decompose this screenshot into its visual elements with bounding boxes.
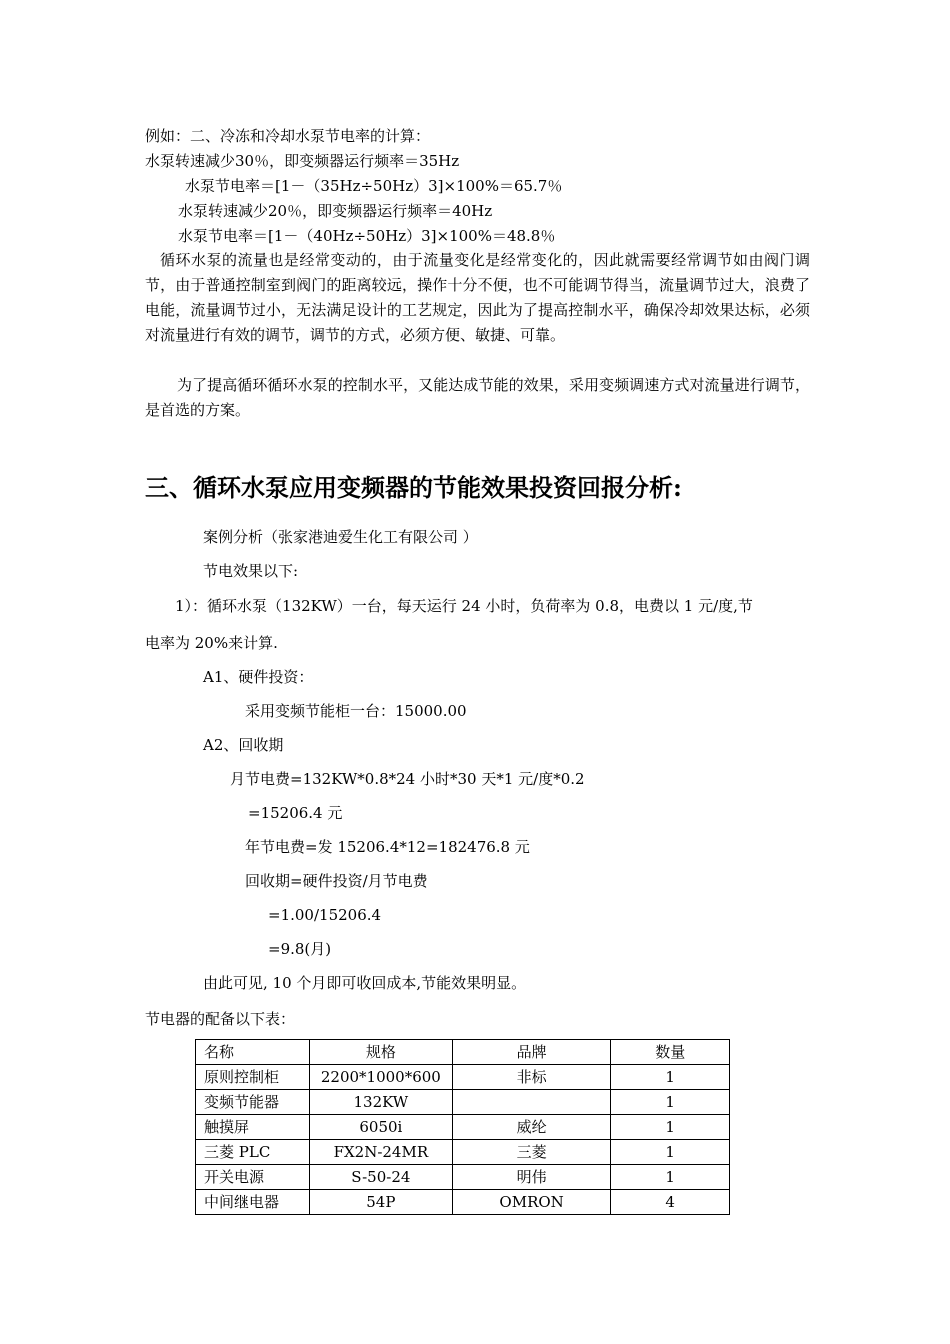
a1-title: A1、硬件投资：	[203, 668, 314, 686]
item-1-line-a: 1）：循环水泵（132KW）一台，每天运行 24 小时，负荷率为 0.8，电费以 1 元/度,节	[175, 597, 753, 615]
cell-name: 变频节能器	[196, 1090, 310, 1115]
a1-body: 采用变频节能柜一台：15000.00	[245, 702, 467, 720]
cell-brand: 明伟	[452, 1165, 611, 1190]
cell-name: 触摸屏	[196, 1115, 310, 1140]
conclusion: 由此可见, 10 个月即可收回成本,节能效果明显。	[203, 974, 527, 992]
table-row	[196, 1140, 730, 1165]
cell-qty: 1	[611, 1090, 730, 1115]
header-name: 名称	[196, 1040, 310, 1065]
cell-qty: 1	[611, 1115, 730, 1140]
a2-title: A2、回收期	[203, 736, 284, 754]
table-intro: 节电器的配备以下表：	[145, 1010, 296, 1028]
cell-spec: 6050i	[309, 1115, 452, 1140]
cell-name: 中间继电器	[196, 1190, 310, 1215]
cell-brand: 威纶	[452, 1115, 611, 1140]
table-row	[196, 1065, 730, 1090]
cell-qty: 4	[611, 1190, 730, 1215]
paragraph-vfd-choice: 为了提高循环循环水泵的控制水平，又能达成节能的效果，采用变频调速方式对流量进行调节，是首选的方案。	[145, 376, 810, 419]
payback-result: =9.8(月)	[268, 940, 332, 958]
cell-spec: 2200*1000*600	[309, 1065, 452, 1090]
cell-name: 原则控制柜	[196, 1065, 310, 1090]
section-heading: 三、循环水泵应用变频器的节能效果投资回报分析:	[145, 473, 682, 502]
cell-qty: 1	[611, 1065, 730, 1090]
table-row	[196, 1165, 730, 1190]
cell-spec: FX2N-24MR	[309, 1140, 452, 1165]
item-1-line-b: 电率为 20%来计算.	[145, 634, 278, 652]
paragraph-flow-control: 循环水泵的流量也是经常变动的，由于流量变化是经常变化的，因此就需要经常调节如由阀门调节，由于普通控制室到阀门的距离较远，操作十分不便，也不可能调节得当，流量调节过大，浪费了电能，流量调节过小，无法满足设计的工艺规定，因此为了提高控制水平，确保冷却效果达标，必须对流量进行有效的调节，调节的方式，必须方便、敏捷、可靠。	[145, 251, 810, 344]
case-analysis: 案例分析（张家港迪爱生化工有限公司 ）	[203, 528, 478, 546]
cell-qty: 1	[611, 1140, 730, 1165]
cell-brand: 非标	[452, 1065, 611, 1090]
cell-qty: 1	[611, 1165, 730, 1190]
header-qty: 数量	[611, 1040, 730, 1065]
cell-brand: OMRON	[452, 1190, 611, 1215]
header-spec: 规格	[309, 1040, 452, 1065]
cell-brand: 三菱	[452, 1140, 611, 1165]
cell-spec: 132KW	[309, 1090, 452, 1115]
table-row	[196, 1190, 730, 1215]
table-row	[196, 1115, 730, 1140]
intro-line-1: 例如：二、冷冻和冷却水泵节电率的计算：	[145, 127, 431, 145]
monthly-savings-result: =15206.4 元	[248, 804, 343, 822]
header-brand: 品牌	[452, 1040, 611, 1065]
savings-effect-label: 节电效果以下:	[203, 562, 299, 580]
payback-calc: =1.00/15206.4	[268, 906, 382, 924]
intro-line-2: 水泵转速减少30％，即变频器运行频率＝35Hz	[145, 152, 460, 170]
equipment-table	[195, 1039, 730, 1215]
cell-brand	[452, 1090, 611, 1115]
cell-name: 开关电源	[196, 1165, 310, 1190]
cell-spec: S-50-24	[309, 1165, 452, 1190]
intro-line-4: 水泵转速减少20％，即变频器运行频率＝40Hz	[178, 202, 493, 220]
payback-formula: 回收期=硬件投资/月节电费	[245, 872, 428, 890]
yearly-savings: 年节电费=发 15206.4*12=182476.8 元	[245, 838, 530, 856]
intro-line-5: 水泵节电率＝[1－（40Hz÷50Hz）3]×100%＝48.8％	[178, 227, 556, 245]
cell-spec: 54P	[309, 1190, 452, 1215]
table-row	[196, 1090, 730, 1115]
intro-line-3: 水泵节电率＝[1－（35Hz÷50Hz）3]×100%＝65.7％	[185, 177, 563, 195]
table-header-row	[196, 1040, 730, 1065]
cell-name: 三菱 PLC	[196, 1140, 310, 1165]
monthly-savings-formula: 月节电费=132KW*0.8*24 小时*30 天*1 元/度*0.2	[230, 770, 585, 788]
